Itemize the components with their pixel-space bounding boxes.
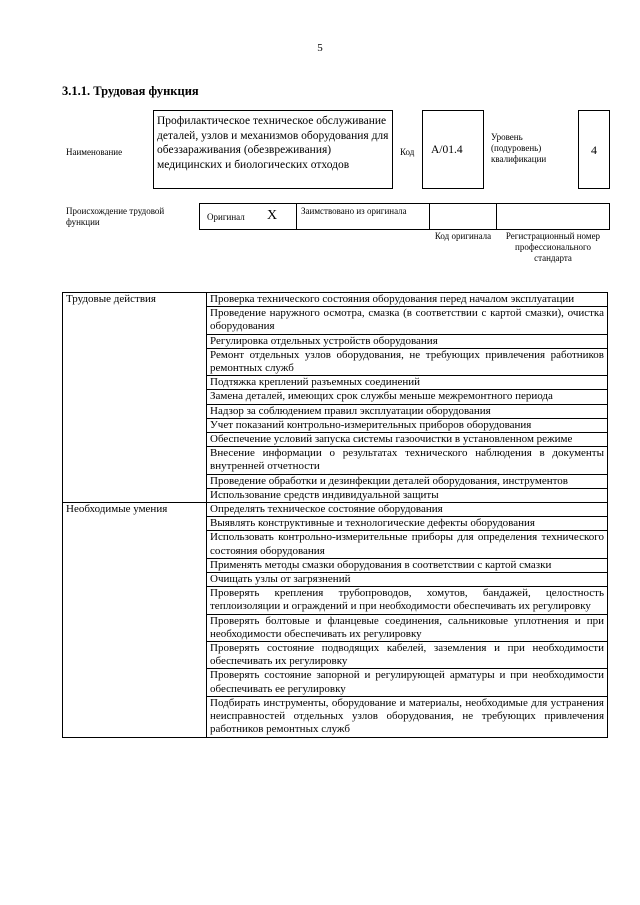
item-cell: Проверять состояние запорной и регулирующей арматуры и при необходимости обеспечивать ее регулировку	[207, 669, 608, 696]
table-row	[63, 614, 608, 641]
group-label-cell	[63, 587, 207, 614]
item-cell: Выявлять конструктивные и технологические дефекты оборудования	[207, 517, 608, 531]
table-row	[63, 517, 608, 531]
table-row	[63, 669, 608, 696]
group-label-cell	[63, 669, 207, 696]
group-label-cell	[63, 334, 207, 348]
table-row	[63, 587, 608, 614]
table-row	[63, 447, 608, 474]
group-label-cell	[63, 418, 207, 432]
table-row	[63, 376, 608, 390]
item-cell: Проверка технического состояния оборудования перед началом эксплуатации	[207, 293, 608, 307]
table-row	[63, 488, 608, 502]
table-row	[63, 696, 608, 737]
item-cell: Обеспечение условий запуска системы газоочистки в установленном режиме	[207, 433, 608, 447]
original-mark: X	[267, 208, 278, 223]
table-row	[63, 503, 608, 517]
group-label-cell	[63, 488, 207, 502]
table-row	[63, 293, 608, 307]
functions-table	[62, 292, 608, 738]
item-cell: Проведение наружного осмотра, смазка (в соответствии с картой смазки), очистка оборудования	[207, 307, 608, 334]
table-row	[63, 474, 608, 488]
item-cell: Использование средств индивидуальной защиты	[207, 488, 608, 502]
group-label-cell	[63, 447, 207, 474]
item-cell: Подбирать инструменты, оборудование и материалы, необходимые для устранения неисправностей отдельных узлов оборудования, не требующих привлечения работников ремонтных служб	[207, 696, 608, 737]
table-row	[63, 307, 608, 334]
item-cell: Очищать узлы от загрязнений	[207, 573, 608, 587]
group-label-cell	[63, 517, 207, 531]
item-cell: Проверять крепления трубопроводов, хомутов, бандажей, целостность теплоизоляции и ограждений и при необходимости обеспечивать их регулировку	[207, 587, 608, 614]
item-cell: Регулировка отдельных устройств оборудования	[207, 334, 608, 348]
item-cell: Определять техническое состояние оборудования	[207, 503, 608, 517]
name-value: Профилактическое техническое обслуживание деталей, узлов и механизмов оборудования для обеззараживания (обезвреживания) медицинских и биологических отходов	[153, 110, 393, 189]
item-cell: Надзор за соблюдением правил эксплуатации оборудования	[207, 404, 608, 418]
group-label-cell	[63, 531, 207, 558]
item-cell: Подтяжка креплений разъемных соединений	[207, 376, 608, 390]
reg-caption: Регистрационный номер профессионального стандарта	[505, 231, 601, 263]
group-label-cell	[63, 642, 207, 669]
level-value: 4	[578, 110, 610, 189]
group-label-cell	[63, 474, 207, 488]
item-cell: Проверять состояние подводящих кабелей, заземления и при необходимости обеспечивать их регулировку	[207, 642, 608, 669]
section-heading: 3.1.1. Трудовая функция	[62, 84, 199, 98]
table-row	[63, 404, 608, 418]
group-label-cell: Необходимые умения	[63, 503, 207, 517]
table-row	[63, 573, 608, 587]
table-row	[63, 334, 608, 348]
original-label: Оригинал	[207, 212, 245, 222]
group-label-cell	[63, 696, 207, 737]
item-cell: Ремонт отдельных узлов оборудования, не требующих привлечения работников ремонтных служб	[207, 348, 608, 375]
table-row	[63, 418, 608, 432]
borrowed-label: Заимствовано из оригинала	[301, 206, 407, 216]
table-row	[63, 642, 608, 669]
item-cell: Проведение обработки и дезинфекции деталей оборудования, инструментов	[207, 474, 608, 488]
table-row	[63, 558, 608, 572]
origin-label: Происхождение трудовой функции	[66, 206, 165, 227]
item-cell: Замена деталей, имеющих срок службы меньше межремонтного периода	[207, 390, 608, 404]
item-cell: Использовать контрольно-измерительные приборы для определения технического состояния оборудования	[207, 531, 608, 558]
table-row	[63, 390, 608, 404]
origin-code-cell	[429, 203, 497, 230]
group-label-cell	[63, 614, 207, 641]
table-row	[63, 531, 608, 558]
item-cell: Внесение информации о результатах технического наблюдения в документы внутренней отчетности	[207, 447, 608, 474]
code-label: Код	[400, 147, 415, 157]
original-cell	[199, 203, 297, 230]
table-row	[63, 348, 608, 375]
table-row	[63, 433, 608, 447]
reg-number-cell	[496, 203, 610, 230]
group-label-cell	[63, 404, 207, 418]
group-label-cell	[63, 307, 207, 334]
group-label-cell: Трудовые действия	[63, 293, 207, 307]
group-label-cell	[63, 390, 207, 404]
code-value: А/01.4	[422, 110, 484, 189]
group-label-cell	[63, 348, 207, 375]
group-label-cell	[63, 558, 207, 572]
level-label: Уровень (подуровень) квалификации	[491, 132, 547, 164]
name-label: Наименование	[66, 147, 123, 157]
item-cell: Применять методы смазки оборудования в соответствии с картой смазки	[207, 558, 608, 572]
group-label-cell	[63, 433, 207, 447]
code-caption: Код оригинала	[434, 231, 492, 241]
group-label-cell	[63, 573, 207, 587]
item-cell: Учет показаний контрольно-измерительных приборов оборудования	[207, 418, 608, 432]
page-number: 5	[317, 42, 323, 54]
group-label-cell	[63, 376, 207, 390]
borrowed-cell	[296, 203, 430, 230]
item-cell: Проверять болтовые и фланцевые соединения, сальниковые уплотнения и при необходимости обеспечивать их регулировку	[207, 614, 608, 641]
